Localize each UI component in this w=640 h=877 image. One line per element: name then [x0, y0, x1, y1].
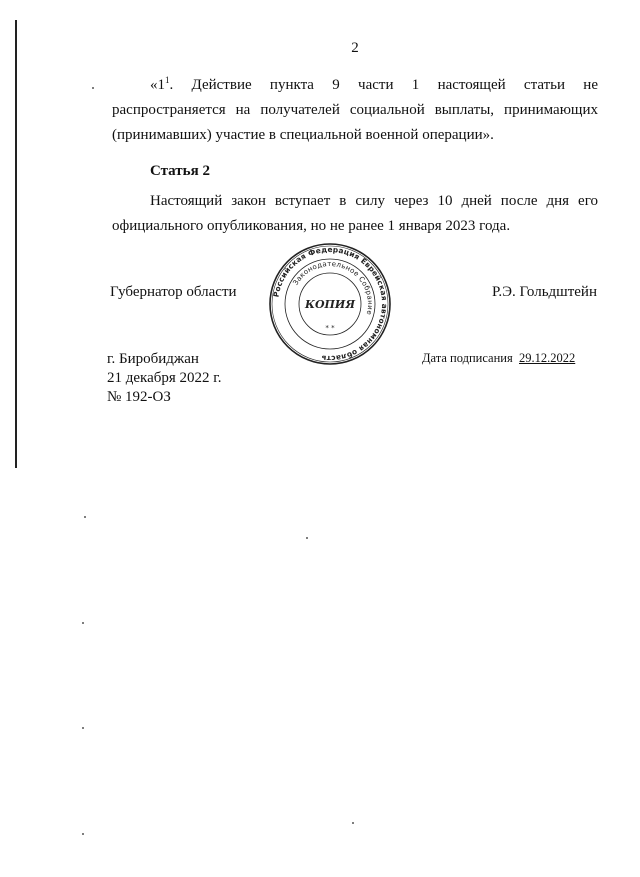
paragraph-amendment — [112, 73, 598, 148]
margin-line — [15, 20, 17, 468]
page-number: 2 — [351, 40, 359, 56]
scan-speck — [84, 516, 86, 518]
signing-place-block — [107, 350, 222, 407]
law-number: № 192-ОЗ — [107, 389, 171, 405]
scan-speck — [352, 822, 354, 824]
scan-speck — [82, 727, 84, 729]
seal-inner-text: Законодательное Собрание — [291, 259, 375, 316]
paragraph-text: . Действие пункта 9 части 1 настоящей статьи не распространяется на получателей социальной выплаты, принимающих (принимавших) участие в специальной военной операции». — [112, 77, 598, 143]
scan-speck — [306, 537, 308, 539]
law-date: 21 декабря 2022 г. — [107, 370, 222, 386]
seal-outer-text: Российская Федерация Еврейская автономная область — [271, 244, 390, 364]
scan-speck — [82, 833, 84, 835]
signing-date-value: 29.12.2022 — [519, 351, 576, 365]
article-text: Настоящий закон вступает в силу через 10 дней после дня его официального опубликования, но не ранее 1 января 2023 года. — [112, 193, 598, 234]
seal-stars: * * — [325, 324, 335, 332]
open-quote: «1 — [150, 77, 165, 93]
scan-speck — [82, 622, 84, 624]
city: г. Биробиджан — [107, 351, 199, 367]
seal-center-text: КОПИЯ — [304, 298, 356, 311]
signing-date — [422, 351, 575, 366]
article-heading: Статья 2 — [150, 163, 210, 179]
governor-title: Губернатор области — [110, 284, 237, 300]
official-seal — [268, 242, 392, 366]
governor-name: Р.Э. Гольдштейн — [491, 284, 597, 300]
scan-speck — [92, 87, 94, 89]
signing-date-label: Дата подписания — [422, 351, 513, 365]
superscript: 1 — [165, 75, 170, 85]
